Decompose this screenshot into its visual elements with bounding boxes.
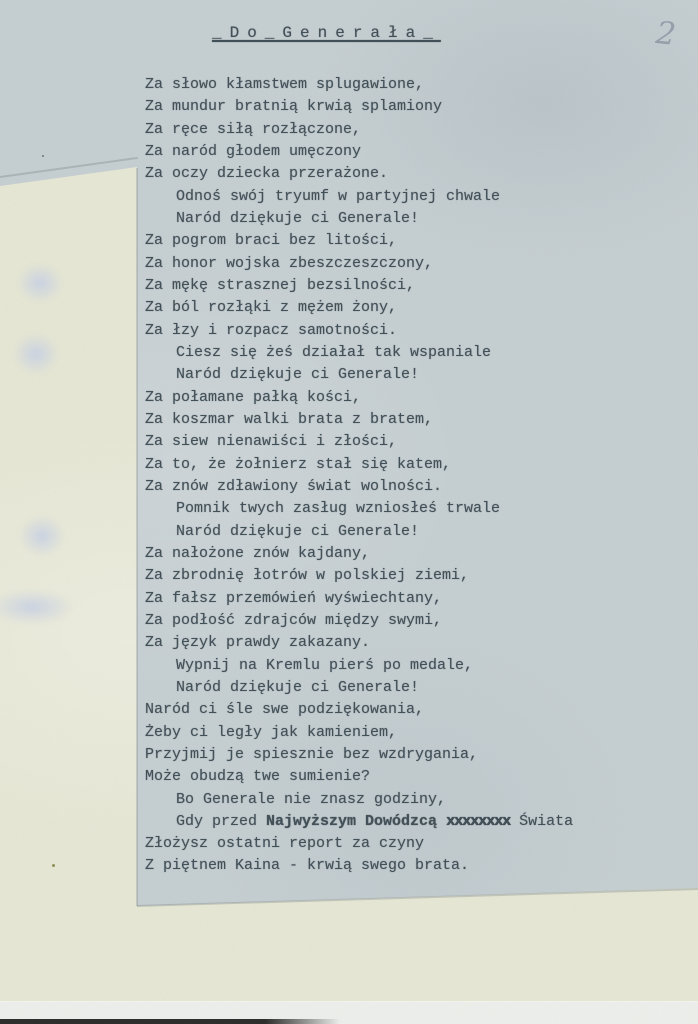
poem-line: Za fałsz przemówień wyświechtany, bbox=[145, 589, 443, 607]
paper-blemish bbox=[20, 516, 64, 556]
poem-line: Gdy przed Najwyższym Dowódzcą xxxxxxxx Świata bbox=[176, 812, 574, 830]
paper-blemish bbox=[18, 264, 62, 302]
poem-line: Za nałożone znów kajdany, bbox=[145, 544, 371, 562]
poem-line: Za koszmar walki brata z bratem, bbox=[145, 410, 434, 428]
poem-line: Z piętnem Kaina - krwią swego brata. bbox=[145, 857, 470, 875]
scan-shadow bbox=[0, 1019, 340, 1024]
poem-line: Za słowo kłamstwem splugawione, bbox=[145, 76, 425, 93]
poem-body bbox=[145, 74, 573, 878]
paper-blemish bbox=[14, 334, 58, 374]
poem-line: Za podłość zdrajców między swymi, bbox=[145, 611, 443, 629]
poem-line: Naród dziękuje ci Generale! bbox=[176, 209, 420, 227]
poem-line: Żeby ci legły jak kamieniem, bbox=[145, 723, 398, 741]
paper-speck bbox=[42, 155, 44, 157]
poem-line: Za język prawdy zakazany. bbox=[145, 634, 371, 652]
poem-line: Za mękę strasznej bezsilności, bbox=[145, 276, 416, 294]
poem-line: Przyjmij je spiesznie bez wzdrygania, bbox=[145, 745, 479, 763]
poem-line: Wypnij na Kremlu pierś po medale, bbox=[176, 656, 474, 674]
poem-title: _Do_Generała_ bbox=[212, 24, 441, 42]
poem-line: Za połamane pałką kości, bbox=[145, 388, 362, 406]
poem-line: Za honor wojska zbeszczeszczony, bbox=[145, 254, 434, 272]
poem-line: Naród dziękuje ci Generale! bbox=[176, 678, 420, 696]
poem-line: Za ręce siłą rozłączone, bbox=[145, 120, 362, 138]
poem-line: Może obudzą twe sumienie? bbox=[145, 768, 371, 786]
poem-line: Za pogrom braci bez litości, bbox=[145, 232, 398, 250]
poem-line: Za siew nienawiści i złości, bbox=[145, 433, 398, 451]
torn-edge-left bbox=[136, 168, 138, 906]
poem-line: Za oczy dziecka przerażone. bbox=[145, 165, 389, 183]
poem-line: Naród dziękuje ci Generale! bbox=[176, 366, 420, 384]
paper-blemish bbox=[0, 590, 72, 624]
poem-line: Złożysz ostatni report za czyny bbox=[145, 835, 425, 853]
poem-line: Pomnik twych zasług wzniosłeś trwale bbox=[176, 500, 501, 518]
poem-line: Naród dziękuje ci Generale! bbox=[176, 522, 420, 540]
poem-line: Za to, że żołnierz stał się katem, bbox=[145, 455, 452, 473]
poem-line: Za zbrodnię łotrów w polskiej ziemi, bbox=[145, 567, 470, 585]
poem-line: Za ból rozłąki z mężem żony, bbox=[145, 299, 398, 317]
poem-line: Za mundur bratnią krwią splamiony bbox=[145, 98, 443, 116]
poem-line: Odnoś swój tryumf w partyjnej chwale bbox=[176, 187, 501, 205]
page-number: 2 bbox=[654, 15, 678, 53]
poem-line: Ciesz się żeś działał tak wspaniale bbox=[176, 343, 492, 361]
poem-line: Naród ci śle swe podziękowania, bbox=[145, 701, 425, 719]
paper-speck bbox=[52, 864, 55, 867]
poem-line: Za znów zdławiony świat wolności. bbox=[145, 477, 443, 495]
poem-line: Za naród głodem umęczony bbox=[145, 142, 362, 160]
poem-line: Za łzy i rozpacz samotności. bbox=[145, 321, 398, 339]
poem-line: Bo Generale nie znasz godziny, bbox=[176, 790, 447, 808]
